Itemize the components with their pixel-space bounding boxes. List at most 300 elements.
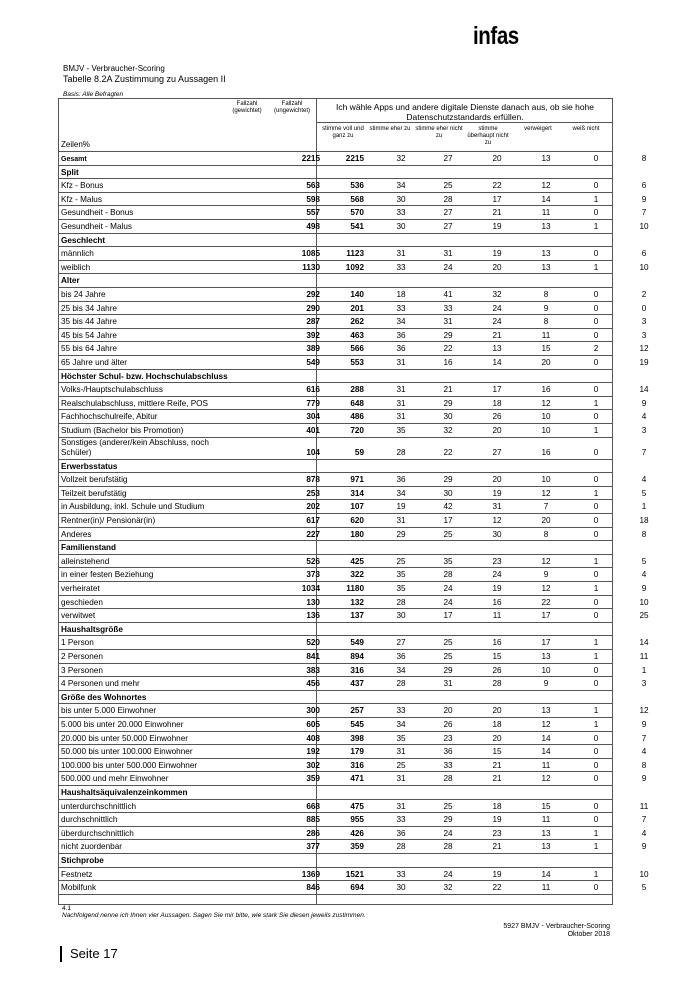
cell-fallzahl-ungewichtet: 2215 bbox=[345, 154, 364, 164]
cell-percent: 17 bbox=[541, 638, 551, 648]
cell-percent: 3 bbox=[641, 330, 647, 340]
cell-fallzahl-ungewichtet: 316 bbox=[350, 665, 364, 675]
table-row bbox=[58, 206, 647, 220]
cell-percent: 18 bbox=[492, 398, 502, 408]
cell-fallzahl-gewichtet: 253 bbox=[306, 488, 320, 498]
cell-percent: 19 bbox=[492, 222, 502, 232]
cell-percent: 30 bbox=[396, 194, 406, 204]
table-row bbox=[58, 677, 647, 691]
cell-percent: 9 bbox=[543, 679, 549, 689]
cell-percent: 7 bbox=[543, 502, 549, 512]
row-label: 500.000 und mehr Einwohner bbox=[61, 774, 169, 784]
cell-fallzahl-ungewichtet: 398 bbox=[350, 733, 364, 743]
cell-fallzahl-ungewichtet: 541 bbox=[350, 222, 364, 232]
cell-fallzahl-gewichtet: 202 bbox=[306, 502, 320, 512]
cell-percent: 5 bbox=[641, 883, 647, 893]
cell-percent: 17 bbox=[443, 516, 453, 526]
cell-fallzahl-ungewichtet: 536 bbox=[350, 181, 364, 191]
cell-percent: 33 bbox=[443, 760, 453, 770]
cell-percent: 28 bbox=[443, 570, 453, 580]
table-row bbox=[58, 193, 647, 207]
cell-percent: 28 bbox=[443, 194, 453, 204]
group-header-row bbox=[58, 166, 613, 180]
cell-percent: 24 bbox=[443, 869, 453, 879]
col-fallzahl-gewichtet: Fallzahl (gewichtet) bbox=[232, 101, 262, 114]
table-row bbox=[58, 609, 649, 623]
table-row bbox=[58, 582, 647, 596]
cell-fallzahl-ungewichtet: 262 bbox=[350, 317, 364, 327]
cell-percent: 30 bbox=[396, 222, 406, 232]
cell-percent: 5 bbox=[641, 488, 647, 498]
row-label: in einer festen Beziehung bbox=[61, 570, 154, 580]
cell-percent: 30 bbox=[396, 611, 406, 621]
cell-percent: 4 bbox=[641, 747, 647, 757]
table-row bbox=[58, 152, 647, 166]
cell-percent: 0 bbox=[593, 358, 599, 368]
table-row bbox=[58, 827, 647, 841]
cell-percent: 30 bbox=[443, 488, 453, 498]
cell-percent: 31 bbox=[396, 801, 406, 811]
cell-percent: 3 bbox=[641, 426, 647, 436]
cell-fallzahl-gewichtet: 526 bbox=[306, 556, 320, 566]
row-label: 3 Personen bbox=[61, 665, 103, 675]
cell-fallzahl-gewichtet: 192 bbox=[306, 747, 320, 757]
cell-fallzahl-ungewichtet: 257 bbox=[350, 706, 364, 716]
cell-percent: 6 bbox=[641, 181, 647, 191]
row-label: 35 bis 44 Jahre bbox=[61, 317, 117, 327]
cell-percent: 12 bbox=[541, 584, 551, 594]
cell-percent: 18 bbox=[396, 290, 406, 300]
row-label: Gesamt bbox=[61, 156, 87, 164]
cell-percent: 31 bbox=[396, 385, 406, 395]
table-row bbox=[58, 302, 647, 316]
page-number: Seite 17 bbox=[70, 946, 118, 961]
cell-percent: 4 bbox=[641, 570, 647, 580]
cell-fallzahl-ungewichtet: 1123 bbox=[346, 249, 364, 259]
row-label: geschieden bbox=[61, 597, 103, 607]
cell-fallzahl-ungewichtet: 201 bbox=[350, 303, 364, 313]
cell-percent: 27 bbox=[396, 638, 406, 648]
cell-percent: 35 bbox=[443, 556, 453, 566]
cell-fallzahl-ungewichtet: 971 bbox=[350, 475, 364, 485]
cell-percent: 42 bbox=[443, 502, 453, 512]
cell-fallzahl-gewichtet: 1034 bbox=[301, 584, 320, 594]
cell-percent: 0 bbox=[593, 883, 599, 893]
cell-fallzahl-gewichtet: 520 bbox=[306, 638, 320, 648]
cell-percent: 13 bbox=[541, 262, 551, 272]
cell-percent: 1 bbox=[593, 426, 599, 436]
cell-percent: 30 bbox=[396, 883, 406, 893]
cell-percent: 29 bbox=[396, 529, 406, 539]
cell-fallzahl-ungewichtet: 359 bbox=[350, 842, 364, 852]
row-label: Rentner(in)/ Pensionär(in) bbox=[61, 516, 156, 526]
cell-percent: 24 bbox=[492, 570, 502, 580]
cell-percent: 7 bbox=[641, 208, 647, 218]
cell-fallzahl-ungewichtet: 475 bbox=[350, 801, 364, 811]
cell-percent: 10 bbox=[639, 869, 649, 879]
table-row bbox=[58, 356, 649, 370]
cell-percent: 11 bbox=[541, 330, 551, 340]
col-answer-5: verweigert bbox=[524, 126, 552, 132]
cell-percent: 12 bbox=[541, 488, 551, 498]
cell-percent: 11 bbox=[541, 815, 551, 825]
cell-percent: 31 bbox=[396, 516, 406, 526]
cell-percent: 30 bbox=[443, 412, 453, 422]
cell-fallzahl-ungewichtet: 720 bbox=[350, 426, 364, 436]
cell-percent: 13 bbox=[492, 344, 502, 354]
cell-percent: 0 bbox=[593, 181, 599, 191]
row-label: 50.000 bis unter 100.000 Einwohner bbox=[61, 747, 193, 757]
cell-percent: 36 bbox=[396, 475, 406, 485]
cell-percent: 0 bbox=[593, 317, 599, 327]
table-row bbox=[58, 664, 647, 678]
cell-percent: 14 bbox=[639, 638, 649, 648]
row-label: männlich bbox=[61, 249, 94, 259]
cell-percent: 36 bbox=[396, 828, 406, 838]
cell-percent: 41 bbox=[443, 290, 453, 300]
cell-fallzahl-ungewichtet: 486 bbox=[350, 412, 364, 422]
cell-percent: 32 bbox=[396, 154, 406, 164]
cell-percent: 1 bbox=[593, 584, 599, 594]
cell-percent: 12 bbox=[492, 516, 502, 526]
row-label: Familienstand bbox=[61, 543, 117, 553]
row-label: bis unter 5.000 Einwohner bbox=[61, 706, 157, 716]
cell-percent: 36 bbox=[443, 747, 453, 757]
cell-percent: 1 bbox=[593, 398, 599, 408]
cell-percent: 0 bbox=[593, 597, 599, 607]
group-header-row bbox=[58, 274, 613, 288]
row-label: Gesundheit - Malus bbox=[61, 222, 132, 232]
cell-fallzahl-ungewichtet: 566 bbox=[350, 344, 364, 354]
cell-percent: 19 bbox=[492, 869, 502, 879]
row-label: 25 bis 34 Jahre bbox=[61, 303, 117, 313]
cell-percent: 0 bbox=[593, 208, 599, 218]
table-row bbox=[58, 424, 647, 438]
row-label: 1 Person bbox=[61, 638, 94, 648]
group-header-row bbox=[58, 786, 613, 800]
cell-percent: 1 bbox=[641, 502, 647, 512]
cell-percent: 31 bbox=[396, 412, 406, 422]
cell-percent: 9 bbox=[641, 398, 647, 408]
cell-percent: 33 bbox=[396, 303, 406, 313]
cell-percent: 0 bbox=[593, 290, 599, 300]
cell-percent: 33 bbox=[396, 815, 406, 825]
table-row bbox=[58, 261, 649, 275]
cell-percent: 0 bbox=[593, 448, 599, 458]
row-label: Gesundheit - Bonus bbox=[61, 208, 134, 218]
cell-percent: 2 bbox=[593, 344, 599, 354]
group-header-row bbox=[58, 854, 613, 868]
cell-percent: 19 bbox=[396, 502, 406, 512]
row-label: 100.000 bis unter 500.000 Einwohner bbox=[61, 760, 198, 770]
cell-fallzahl-ungewichtet: 322 bbox=[350, 570, 364, 580]
cell-percent: 25 bbox=[443, 652, 453, 662]
cell-percent: 25 bbox=[396, 760, 406, 770]
cell-percent: 0 bbox=[593, 801, 599, 811]
cell-percent: 28 bbox=[396, 679, 406, 689]
cell-fallzahl-gewichtet: 549 bbox=[306, 358, 320, 368]
cell-fallzahl-gewichtet: 383 bbox=[306, 665, 320, 675]
cell-percent: 31 bbox=[396, 249, 406, 259]
cell-fallzahl-ungewichtet: 426 bbox=[350, 828, 364, 838]
cell-fallzahl-ungewichtet: 437 bbox=[350, 679, 364, 689]
cell-percent: 0 bbox=[593, 412, 599, 422]
cell-percent: 13 bbox=[541, 842, 551, 852]
table-row bbox=[58, 800, 649, 814]
table-row bbox=[58, 704, 649, 718]
cell-percent: 20 bbox=[492, 706, 502, 716]
cell-percent: 36 bbox=[396, 344, 406, 354]
cell-fallzahl-gewichtet: 456 bbox=[306, 679, 320, 689]
cell-percent: 17 bbox=[541, 611, 551, 621]
cell-percent: 27 bbox=[443, 154, 453, 164]
cell-fallzahl-gewichtet: 2215 bbox=[301, 154, 320, 164]
table-row bbox=[58, 772, 647, 786]
cell-percent: 16 bbox=[541, 385, 551, 395]
cell-percent: 34 bbox=[396, 665, 406, 675]
cell-percent: 13 bbox=[541, 828, 551, 838]
row-label: Volks-/Hauptschulabschluss bbox=[61, 385, 163, 395]
cell-percent: 0 bbox=[593, 570, 599, 580]
table-row bbox=[58, 840, 647, 854]
cell-percent: 0 bbox=[593, 774, 599, 784]
col-fallzahl-ungewichtet: Fallzahl (ungewichtet) bbox=[273, 101, 311, 114]
cell-percent: 0 bbox=[593, 611, 599, 621]
cell-fallzahl-gewichtet: 292 bbox=[306, 290, 320, 300]
cell-percent: 32 bbox=[443, 883, 453, 893]
row-label: Anderes bbox=[61, 529, 92, 539]
cell-fallzahl-ungewichtet: 180 bbox=[350, 529, 364, 539]
cell-percent: 34 bbox=[396, 720, 406, 730]
cell-percent: 35 bbox=[396, 426, 406, 436]
cell-percent: 12 bbox=[541, 398, 551, 408]
cell-percent: 28 bbox=[492, 679, 502, 689]
cell-percent: 15 bbox=[541, 344, 551, 354]
cell-percent: 13 bbox=[541, 222, 551, 232]
cell-percent: 22 bbox=[443, 344, 453, 354]
row-label: durchschnittlich bbox=[61, 815, 118, 825]
cell-fallzahl-gewichtet: 557 bbox=[306, 208, 320, 218]
cell-percent: 27 bbox=[443, 208, 453, 218]
cell-percent: 25 bbox=[443, 638, 453, 648]
table-row bbox=[58, 342, 649, 356]
cell-percent: 10 bbox=[541, 665, 551, 675]
cell-fallzahl-ungewichtet: 425 bbox=[350, 556, 364, 566]
cell-percent: 20 bbox=[541, 516, 551, 526]
row-label: Festnetz bbox=[61, 869, 93, 879]
cell-percent: 8 bbox=[641, 154, 647, 164]
row-label: Teilzeit berufstätig bbox=[61, 488, 127, 498]
group-header-row bbox=[58, 460, 613, 474]
table-row bbox=[58, 718, 647, 732]
project-info bbox=[480, 923, 610, 939]
cell-percent: 10 bbox=[541, 426, 551, 436]
cell-percent: 4 bbox=[641, 828, 647, 838]
col-answer-6: weiß nicht bbox=[572, 126, 600, 132]
cell-fallzahl-ungewichtet: 107 bbox=[350, 502, 364, 512]
cell-percent: 11 bbox=[541, 883, 551, 893]
cell-percent: 0 bbox=[593, 665, 599, 675]
cell-percent: 8 bbox=[543, 290, 549, 300]
cell-percent: 28 bbox=[396, 842, 406, 852]
cell-percent: 35 bbox=[396, 584, 406, 594]
cell-fallzahl-ungewichtet: 463 bbox=[350, 330, 364, 340]
cell-percent: 1 bbox=[593, 556, 599, 566]
cell-percent: 13 bbox=[541, 249, 551, 259]
cell-percent: 33 bbox=[396, 262, 406, 272]
cell-percent: 19 bbox=[639, 358, 649, 368]
cell-percent: 36 bbox=[396, 652, 406, 662]
client-name: BMJV - Verbraucher-Scoring bbox=[63, 64, 165, 73]
cell-fallzahl-ungewichtet: 568 bbox=[350, 194, 364, 204]
cell-fallzahl-gewichtet: 302 bbox=[306, 760, 320, 770]
table-row bbox=[58, 383, 649, 397]
cell-percent: 24 bbox=[443, 828, 453, 838]
cell-percent: 31 bbox=[443, 679, 453, 689]
table-row bbox=[58, 650, 649, 664]
cell-percent: 11 bbox=[541, 208, 551, 218]
cell-percent: 29 bbox=[443, 330, 453, 340]
basis-note: Basis: Alle Befragten bbox=[63, 91, 124, 98]
cell-percent: 28 bbox=[443, 774, 453, 784]
cell-percent: 1 bbox=[593, 720, 599, 730]
cell-percent: 0 bbox=[641, 303, 647, 313]
cell-percent: 11 bbox=[541, 760, 551, 770]
cell-percent: 32 bbox=[492, 290, 502, 300]
cell-percent: 0 bbox=[593, 154, 599, 164]
cell-percent: 20 bbox=[492, 475, 502, 485]
table-row bbox=[58, 555, 647, 569]
table-row bbox=[58, 745, 647, 759]
cell-percent: 33 bbox=[396, 869, 406, 879]
table-row bbox=[58, 473, 647, 487]
cell-percent: 31 bbox=[396, 774, 406, 784]
cell-percent: 16 bbox=[541, 448, 551, 458]
row-label: Erwerbsstatus bbox=[61, 461, 118, 471]
cell-fallzahl-ungewichtet: 1092 bbox=[345, 262, 364, 272]
cell-percent: 9 bbox=[641, 584, 647, 594]
cell-fallzahl-gewichtet: 498 bbox=[306, 222, 320, 232]
question-text: Ich wähle Apps und andere digitale Dienste danach aus, ob sie hohe Datenschutzstandards erfüllen. bbox=[335, 102, 595, 122]
cell-percent: 17 bbox=[443, 611, 453, 621]
cell-percent: 1 bbox=[593, 706, 599, 716]
cell-percent: 0 bbox=[593, 330, 599, 340]
cell-percent: 33 bbox=[443, 303, 453, 313]
infas-logo: infas bbox=[473, 22, 519, 50]
cell-fallzahl-gewichtet: 563 bbox=[306, 181, 320, 191]
group-header-row bbox=[58, 370, 613, 384]
cell-fallzahl-ungewichtet: 1521 bbox=[345, 869, 364, 879]
cell-percent: 17 bbox=[492, 194, 502, 204]
table-row bbox=[58, 397, 647, 411]
cell-percent: 1 bbox=[641, 665, 647, 675]
cell-percent: 6 bbox=[641, 249, 647, 259]
cell-fallzahl-gewichtet: 389 bbox=[306, 344, 320, 354]
row-label: Sonstiges (anderer/kein Abschluss, noch Schüler) bbox=[61, 438, 209, 457]
table-row bbox=[58, 220, 649, 234]
cell-percent: 9 bbox=[641, 842, 647, 852]
cell-percent: 21 bbox=[492, 760, 502, 770]
cell-percent: 35 bbox=[396, 570, 406, 580]
cell-percent: 25 bbox=[443, 801, 453, 811]
cell-percent: 19 bbox=[492, 584, 502, 594]
cell-percent: 34 bbox=[396, 181, 406, 191]
row-label: 55 bis 64 Jahre bbox=[61, 344, 117, 354]
row-label: in Ausbildung, inkl. Schule und Studium bbox=[61, 502, 205, 512]
cell-percent: 9 bbox=[641, 774, 647, 784]
cell-percent: 31 bbox=[396, 358, 406, 368]
cell-percent: 0 bbox=[593, 733, 599, 743]
cell-percent: 31 bbox=[443, 249, 453, 259]
report-date: Oktober 2018 bbox=[567, 931, 610, 938]
question-footnote: Nachfolgend nenne ich Ihnen vier Aussagen. Sagen Sie mir bitte, wie stark Sie diesen jeweils zustimmen. bbox=[62, 912, 366, 919]
cell-percent: 11 bbox=[492, 611, 502, 621]
cell-percent: 0 bbox=[593, 747, 599, 757]
cell-percent: 20 bbox=[541, 358, 551, 368]
row-label: Kfz - Bonus bbox=[61, 181, 104, 191]
cell-percent: 5 bbox=[641, 556, 647, 566]
cell-fallzahl-ungewichtet: 570 bbox=[350, 208, 364, 218]
cell-percent: 24 bbox=[443, 262, 453, 272]
cell-percent: 12 bbox=[541, 556, 551, 566]
cell-percent: 16 bbox=[492, 597, 502, 607]
cell-percent: 8 bbox=[641, 760, 647, 770]
row-label: Stichprobe bbox=[61, 856, 104, 866]
cell-percent: 12 bbox=[639, 706, 649, 716]
cell-percent: 8 bbox=[543, 317, 549, 327]
cell-percent: 24 bbox=[492, 303, 502, 313]
cell-fallzahl-gewichtet: 408 bbox=[306, 733, 320, 743]
cell-fallzahl-ungewichtet: 59 bbox=[354, 448, 364, 458]
cell-percent: 21 bbox=[443, 385, 453, 395]
row-label: Realschulabschluss, mittlere Reife, POS bbox=[61, 398, 208, 408]
cell-percent: 18 bbox=[639, 516, 649, 526]
cell-percent: 25 bbox=[639, 611, 649, 621]
cell-percent: 31 bbox=[492, 502, 502, 512]
table-row bbox=[58, 410, 647, 424]
cell-percent: 21 bbox=[492, 774, 502, 784]
cell-percent: 1 bbox=[593, 638, 599, 648]
cell-percent: 18 bbox=[492, 801, 502, 811]
cell-fallzahl-gewichtet: 304 bbox=[306, 412, 320, 422]
cell-percent: 14 bbox=[541, 194, 551, 204]
row-label: Split bbox=[61, 167, 79, 177]
cell-percent: 18 bbox=[492, 720, 502, 730]
cell-percent: 21 bbox=[492, 330, 502, 340]
col-answer-2: stimme eher zu bbox=[369, 126, 411, 132]
cell-percent: 23 bbox=[492, 828, 502, 838]
cell-percent: 14 bbox=[639, 385, 649, 395]
cell-fallzahl-ungewichtet: 549 bbox=[350, 638, 364, 648]
cell-percent: 13 bbox=[541, 154, 551, 164]
cell-percent: 10 bbox=[639, 262, 649, 272]
cell-percent: 29 bbox=[443, 665, 453, 675]
cell-fallzahl-gewichtet: 136 bbox=[306, 611, 320, 621]
row-label: verwitwet bbox=[61, 611, 96, 621]
cell-percent: 23 bbox=[492, 556, 502, 566]
row-label: Größe des Wohnortes bbox=[61, 692, 147, 702]
cell-percent: 11 bbox=[639, 652, 649, 662]
cell-percent: 24 bbox=[492, 317, 502, 327]
row-label: Haushaltsgröße bbox=[61, 624, 123, 634]
col-answer-1: stimme voll und ganz zu bbox=[322, 126, 364, 139]
row-label: nicht zuordenbar bbox=[61, 842, 122, 852]
cell-percent: 0 bbox=[593, 303, 599, 313]
cell-fallzahl-ungewichtet: 140 bbox=[350, 290, 364, 300]
cell-fallzahl-gewichtet: 227 bbox=[306, 529, 320, 539]
cell-percent: 4 bbox=[641, 475, 647, 485]
cell-percent: 11 bbox=[639, 801, 649, 811]
